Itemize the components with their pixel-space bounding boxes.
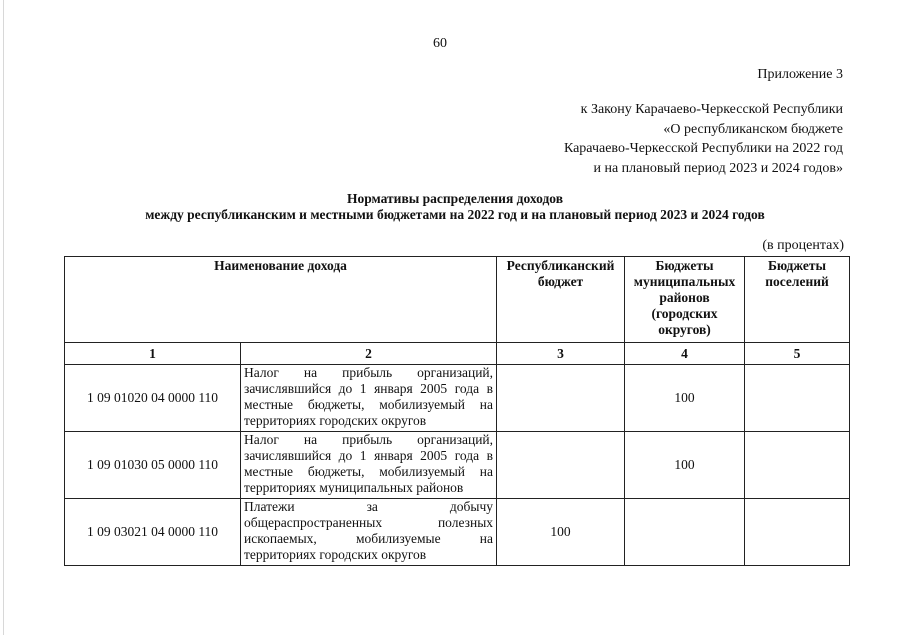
municipal-value [625,499,745,566]
column-number-row [65,343,850,365]
appendix-label: Приложение 3 [757,67,843,82]
municipal-value: 100 [625,365,745,432]
units-note: (в процентах) [762,238,844,253]
republican-value: 100 [497,499,625,566]
column-number: 2 [241,343,497,365]
column-number: 5 [745,343,850,365]
header-row [65,257,850,343]
law-line: и на плановый период 2023 и 2024 годов» [593,160,843,176]
income-code: 1 09 01030 05 0000 110 [65,432,241,499]
law-line: Карачаево-Черкесской Республики на 2022 год [563,141,843,156]
republican-value [497,365,625,432]
title-line: между республиканским и местными бюджетами на 2022 год и на плановый период 2023 и 2024 годов [145,207,765,222]
settlements-value [745,499,850,566]
income-code: 1 09 01020 04 0000 110 [65,365,241,432]
settlements-value [745,365,850,432]
header-settlements: Бюджеты поселений [745,257,850,343]
norms-table [64,256,850,566]
income-description: Налог на прибыль организаций, зачислявшийся до 1 января 2005 года в местные бюджеты, мобилизуемый на территориях городских округов [241,365,497,432]
header-income-name: Наименование дохода [65,257,497,343]
page-number: 60 [433,36,447,51]
header-republican: Республиканский бюджет [497,257,625,343]
law-reference [564,100,843,178]
law-line: «О республиканском бюджете [663,121,843,137]
table-row [65,432,850,499]
republican-value [497,432,625,499]
column-number: 3 [497,343,625,365]
column-number: 1 [65,343,241,365]
law-line: к Закону Карачаево-Черкесской Республики [580,102,843,117]
income-description: Платежи за добычу общераспространенных полезных ископаемых, мобилизуемые на территориях городских округов [241,499,497,566]
scan-edge-line [3,0,4,635]
column-number: 4 [625,343,745,365]
header-municipal: Бюджеты муниципальных районов (городских округов) [625,257,745,343]
settlements-value [745,432,850,499]
title-line: Нормативы распределения доходов [346,191,564,206]
income-description: Налог на прибыль организаций, зачислявшийся до 1 января 2005 года в местные бюджеты, мобилизуемый на территориях муниципальных районов [241,432,497,499]
municipal-value: 100 [625,432,745,499]
document-title [60,191,850,223]
table-row [65,365,850,432]
income-code: 1 09 03021 04 0000 110 [65,499,241,566]
table-row [65,499,850,566]
